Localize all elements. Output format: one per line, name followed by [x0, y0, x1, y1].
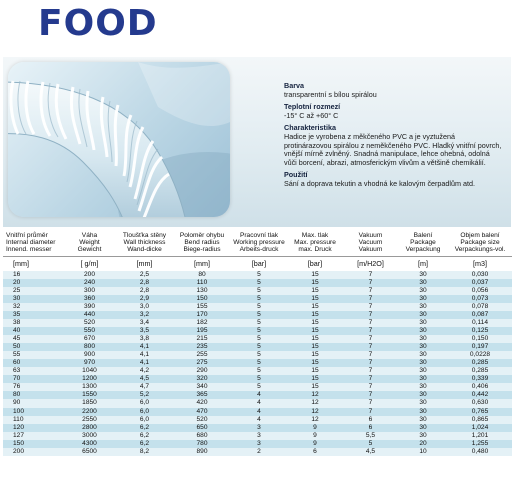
- table-cell: 2800: [63, 424, 116, 432]
- table-cell: 0,630: [448, 399, 512, 407]
- table-cell: 15: [287, 383, 343, 391]
- table-cell: 100: [3, 408, 63, 416]
- unit-cell: [mm]: [116, 256, 173, 271]
- table-cell: 12: [287, 399, 343, 407]
- table-cell: 4,1: [116, 359, 173, 367]
- table-cell: 30: [398, 335, 448, 343]
- table-cell: 6: [343, 416, 398, 424]
- table-cell: 8,2: [116, 448, 173, 456]
- column-header: [343, 229, 398, 256]
- table-cell: 6: [287, 448, 343, 456]
- table-cell: 3000: [63, 432, 116, 440]
- column-header: [3, 229, 63, 256]
- table-cell: 30: [398, 391, 448, 399]
- table-cell: 7: [343, 279, 398, 287]
- table-cell: 7: [343, 383, 398, 391]
- table-cell: 0,765: [448, 408, 512, 416]
- hose-photo: [8, 62, 230, 217]
- table-cell: 12: [287, 416, 343, 424]
- table-cell: 1040: [63, 367, 116, 375]
- table-cell: 0,197: [448, 343, 512, 351]
- table-cell: 4,7: [116, 383, 173, 391]
- table-cell: 0,480: [448, 448, 512, 456]
- table-cell: 0,865: [448, 416, 512, 424]
- unit-cell: [bar]: [231, 256, 287, 271]
- table-cell: 550: [63, 327, 116, 335]
- table-cell: 5: [231, 295, 287, 303]
- table-cell: 15: [287, 287, 343, 295]
- table-row: [3, 448, 512, 456]
- table-cell: 2,5: [116, 271, 173, 279]
- column-header: [116, 229, 173, 256]
- table-cell: 16: [3, 271, 63, 279]
- table-cell: 30: [398, 359, 448, 367]
- table-cell: 4,1: [116, 343, 173, 351]
- table-cell: 4: [231, 408, 287, 416]
- table-cell: 255: [173, 351, 231, 359]
- table-cell: 7: [343, 295, 398, 303]
- table-cell: 45: [3, 335, 63, 343]
- table-cell: 390: [63, 303, 116, 311]
- table-cell: 200: [63, 271, 116, 279]
- table-cell: 7: [343, 391, 398, 399]
- table-cell: 1300: [63, 383, 116, 391]
- table-cell: 5,2: [116, 391, 173, 399]
- table-cell: 235: [173, 343, 231, 351]
- table-cell: 30: [398, 375, 448, 383]
- table-cell: 7: [343, 319, 398, 327]
- column-header: [398, 229, 448, 256]
- table-cell: 90: [3, 399, 63, 407]
- table-cell: 15: [287, 375, 343, 383]
- table-cell: 0,406: [448, 383, 512, 391]
- table-cell: 5: [231, 271, 287, 279]
- table-cell: 1200: [63, 375, 116, 383]
- table-cell: 30: [398, 399, 448, 407]
- table-cell: 4: [231, 416, 287, 424]
- table-cell: 20: [3, 279, 63, 287]
- table-row: [3, 424, 512, 432]
- table-cell: 340: [173, 383, 231, 391]
- table-cell: 127: [3, 432, 63, 440]
- table-cell: 3: [231, 432, 287, 440]
- table-cell: 0,073: [448, 295, 512, 303]
- table-cell: 6,2: [116, 424, 173, 432]
- table-cell: 3,2: [116, 311, 173, 319]
- characteristics-heading: Charakteristika: [284, 123, 336, 133]
- table-cell: 4,2: [116, 367, 173, 375]
- table-cell: 1,255: [448, 440, 512, 448]
- table-cell: 1,024: [448, 424, 512, 432]
- table-cell: 4,1: [116, 351, 173, 359]
- table-cell: 420: [173, 399, 231, 407]
- unit-cell: [mm]: [173, 256, 231, 271]
- units-row: [3, 256, 512, 271]
- table-cell: 7: [343, 375, 398, 383]
- table-cell: 0,125: [448, 327, 512, 335]
- table-row: [3, 432, 512, 440]
- column-header-line: Verpackung: [405, 245, 441, 253]
- table-cell: 5: [231, 319, 287, 327]
- table-cell: 6,2: [116, 440, 173, 448]
- table-cell: 275: [173, 359, 231, 367]
- column-header-line: Gewicht: [77, 245, 102, 253]
- table-cell: 7: [343, 343, 398, 351]
- column-header-line: Objem balení: [460, 232, 500, 239]
- column-header-line: Biege-radius: [183, 245, 221, 253]
- table-cell: 3,5: [116, 327, 173, 335]
- table-cell: 150: [173, 295, 231, 303]
- table-cell: 60: [3, 359, 63, 367]
- table-cell: 2,8: [116, 287, 173, 295]
- table-cell: 7: [343, 367, 398, 375]
- table-cell: 3,4: [116, 319, 173, 327]
- table-row: [3, 303, 512, 311]
- table-cell: 30: [398, 327, 448, 335]
- table-cell: 40: [3, 327, 63, 335]
- column-header-line: Package size: [460, 238, 500, 246]
- usage-text: Sání a doprava tekutin a vhodná ke kalovým čerpadlům atd.: [284, 178, 475, 188]
- table-cell: 120: [3, 424, 63, 432]
- column-header-line: Max. tlak: [301, 232, 329, 239]
- unit-cell: [mm]: [3, 256, 63, 271]
- table-cell: 290: [173, 367, 231, 375]
- table-cell: 5: [231, 367, 287, 375]
- table-cell: 30: [398, 311, 448, 319]
- temperature-heading: Teplotní rozmezí: [284, 102, 341, 112]
- table-row: [3, 391, 512, 399]
- characteristics-text: Hadice je vyrobena z měkčeného PVC a je vyztužená protinárazovou spirálou z neměkčeného PVC. Hladký vnitřní povrch, vnější mírně zvlněný. Snadná manipulace, lehce ohebná, odolná vůči borcení, abrazi, atmosferickým vlivům a většině chemikálií.: [284, 131, 502, 167]
- column-header-line: Vnitřní průměr: [6, 232, 48, 239]
- table-cell: 0,0228: [448, 351, 512, 359]
- table-cell: 0,442: [448, 391, 512, 399]
- table-cell: 890: [173, 448, 231, 456]
- table-cell: 0,285: [448, 359, 512, 367]
- table-row: [3, 408, 512, 416]
- table-cell: 7: [343, 359, 398, 367]
- table-row: [3, 375, 512, 383]
- table-cell: 5: [231, 383, 287, 391]
- table-cell: 32: [3, 303, 63, 311]
- table-cell: 7: [343, 303, 398, 311]
- table-cell: 15: [287, 343, 343, 351]
- unit-cell: [ g/m]: [63, 256, 116, 271]
- table-cell: 1850: [63, 399, 116, 407]
- column-header-line: Wall thickness: [123, 238, 166, 246]
- product-info: [284, 82, 504, 189]
- table-cell: 520: [63, 319, 116, 327]
- table-cell: 0,078: [448, 303, 512, 311]
- table-cell: 440: [63, 311, 116, 319]
- table-cell: 7: [343, 351, 398, 359]
- table-cell: 3,8: [116, 335, 173, 343]
- unit-cell: [m/H2O]: [343, 256, 398, 271]
- table-cell: 6,0: [116, 408, 173, 416]
- table-cell: 15: [287, 303, 343, 311]
- table-cell: 50: [3, 343, 63, 351]
- table-cell: 2,9: [116, 295, 173, 303]
- column-header-line: Váha: [81, 232, 98, 239]
- table-cell: 0,339: [448, 375, 512, 383]
- table-cell: 30: [398, 367, 448, 375]
- table-cell: 150: [3, 440, 63, 448]
- table-cell: 360: [63, 295, 116, 303]
- table-cell: 5: [231, 327, 287, 335]
- table-cell: 240: [63, 279, 116, 287]
- table-cell: 12: [287, 391, 343, 399]
- column-header-line: Package: [410, 238, 436, 246]
- table-row: [3, 416, 512, 424]
- table-cell: 5: [231, 311, 287, 319]
- table-cell: 7: [343, 335, 398, 343]
- table-cell: 3,0: [116, 303, 173, 311]
- table-cell: 30: [398, 271, 448, 279]
- table-cell: 0,285: [448, 367, 512, 375]
- table-cell: 6,0: [116, 399, 173, 407]
- table-cell: 130: [173, 287, 231, 295]
- specs-table: [3, 229, 512, 456]
- table-cell: 76: [3, 383, 63, 391]
- table-cell: 6,2: [116, 432, 173, 440]
- table-row: [3, 367, 512, 375]
- table-cell: 5: [231, 335, 287, 343]
- table-cell: 6,0: [116, 416, 173, 424]
- column-header: [287, 229, 343, 256]
- column-header-line: Max. pressure: [294, 238, 336, 246]
- header-row: [3, 229, 512, 256]
- table-cell: 5: [231, 287, 287, 295]
- table-cell: 5: [231, 303, 287, 311]
- table-row: [3, 287, 512, 295]
- table-row: [3, 295, 512, 303]
- table-cell: 9: [287, 440, 343, 448]
- table-cell: 30: [398, 383, 448, 391]
- table-cell: 0,114: [448, 319, 512, 327]
- table-row: [3, 319, 512, 327]
- table-cell: 6: [343, 424, 398, 432]
- table-cell: 4,5: [343, 448, 398, 456]
- table-cell: 110: [3, 416, 63, 424]
- table-cell: 0,056: [448, 287, 512, 295]
- table-cell: 2: [231, 448, 287, 456]
- table-cell: 30: [3, 295, 63, 303]
- table-cell: 520: [173, 416, 231, 424]
- table-cell: 30: [398, 295, 448, 303]
- table-cell: 15: [287, 279, 343, 287]
- table-cell: 4300: [63, 440, 116, 448]
- column-header-line: Balení: [413, 232, 433, 239]
- table-cell: 6500: [63, 448, 116, 456]
- table-cell: 200: [3, 448, 63, 456]
- page-title: FOOD: [38, 3, 158, 44]
- table-cell: 320: [173, 375, 231, 383]
- table-cell: 195: [173, 327, 231, 335]
- table-cell: 15: [287, 327, 343, 335]
- table-cell: 12: [287, 408, 343, 416]
- table-cell: 55: [3, 351, 63, 359]
- table-cell: 7: [343, 311, 398, 319]
- column-header: [63, 229, 116, 256]
- column-header-line: Working pressure: [233, 238, 285, 246]
- table-body: [3, 256, 512, 456]
- table-cell: 300: [63, 287, 116, 295]
- table-cell: 15: [287, 271, 343, 279]
- table-cell: 0,150: [448, 335, 512, 343]
- table-cell: 9: [287, 424, 343, 432]
- table-cell: 10: [398, 448, 448, 456]
- table-cell: 3: [231, 424, 287, 432]
- table-cell: 30: [398, 303, 448, 311]
- table-cell: 38: [3, 319, 63, 327]
- table-cell: 30: [398, 319, 448, 327]
- table-row: [3, 327, 512, 335]
- table-cell: 7: [343, 408, 398, 416]
- table-cell: 4: [231, 399, 287, 407]
- table-cell: 15: [287, 359, 343, 367]
- column-header-line: Vakuum: [358, 245, 383, 253]
- table-cell: 650: [173, 424, 231, 432]
- column-header-line: Arbeits-druck: [239, 245, 279, 253]
- column-header-line: Innend. messer: [6, 245, 52, 253]
- table-cell: 7: [343, 399, 398, 407]
- column-header-line: max. Druck: [298, 245, 332, 253]
- table-row: [3, 383, 512, 391]
- table-cell: 9: [287, 432, 343, 440]
- table-cell: 215: [173, 335, 231, 343]
- table-cell: 970: [63, 359, 116, 367]
- table-cell: 470: [173, 408, 231, 416]
- table-cell: 5: [231, 359, 287, 367]
- table-cell: 30: [398, 416, 448, 424]
- table-cell: 15: [287, 319, 343, 327]
- table-cell: 20: [398, 440, 448, 448]
- table-cell: 35: [3, 311, 63, 319]
- table-cell: 30: [398, 279, 448, 287]
- table-row: [3, 343, 512, 351]
- table-cell: 15: [287, 367, 343, 375]
- table-cell: 80: [173, 271, 231, 279]
- table-cell: 30: [398, 287, 448, 295]
- table-cell: 900: [63, 351, 116, 359]
- hose-image: [8, 62, 230, 217]
- table-row: [3, 440, 512, 448]
- column-header-line: Weight: [79, 238, 100, 246]
- table-cell: 80: [3, 391, 63, 399]
- table-cell: 0,087: [448, 311, 512, 319]
- table-cell: 15: [287, 311, 343, 319]
- column-header-line: Wand-dicke: [127, 245, 162, 253]
- column-header-line: Vacuum: [358, 238, 383, 246]
- table-cell: 0,030: [448, 271, 512, 279]
- usage-heading: Použití: [284, 170, 308, 180]
- table-row: [3, 399, 512, 407]
- table-cell: 7: [343, 287, 398, 295]
- unit-cell: [m3]: [448, 256, 512, 271]
- column-header-line: Bend radius: [184, 238, 220, 246]
- color-text: transparentní s bílou spirálou: [284, 89, 377, 99]
- table-cell: 170: [173, 311, 231, 319]
- table-row: [3, 351, 512, 359]
- table-cell: 5: [343, 440, 398, 448]
- table-row: [3, 279, 512, 287]
- table-cell: 4: [231, 391, 287, 399]
- table-cell: 15: [287, 351, 343, 359]
- column-header: [173, 229, 231, 256]
- table-row: [3, 359, 512, 367]
- table-row: [3, 335, 512, 343]
- table-cell: 7: [343, 327, 398, 335]
- column-header-line: Pracovní tlak: [239, 232, 279, 239]
- unit-cell: [m]: [398, 256, 448, 271]
- color-heading: Barva: [284, 81, 304, 90]
- table-cell: 0,037: [448, 279, 512, 287]
- table-cell: 4,5: [116, 375, 173, 383]
- table-cell: 182: [173, 319, 231, 327]
- table-cell: 5,5: [343, 432, 398, 440]
- table-cell: 155: [173, 303, 231, 311]
- table-cell: 30: [398, 408, 448, 416]
- table-cell: 5: [231, 375, 287, 383]
- table-cell: 365: [173, 391, 231, 399]
- column-header-line: Verpackungs-vol.: [454, 245, 506, 253]
- table-cell: 2200: [63, 408, 116, 416]
- column-header-line: Vakuum: [358, 232, 383, 239]
- table-cell: 800: [63, 343, 116, 351]
- table-cell: 15: [287, 295, 343, 303]
- column-header-line: Internal diameter: [6, 238, 56, 246]
- column-header-line: Tloušťka stěny: [122, 232, 167, 239]
- table-row: [3, 271, 512, 279]
- table-cell: 15: [287, 335, 343, 343]
- table-cell: 5: [231, 343, 287, 351]
- table-cell: 780: [173, 440, 231, 448]
- unit-cell: [bar]: [287, 256, 343, 271]
- table-cell: 30: [398, 343, 448, 351]
- table-cell: 670: [63, 335, 116, 343]
- table-cell: 1550: [63, 391, 116, 399]
- table-cell: 680: [173, 432, 231, 440]
- column-header-line: Poloměr ohybu: [179, 232, 225, 239]
- table-cell: 25: [3, 287, 63, 295]
- table-cell: 30: [398, 424, 448, 432]
- table-cell: 110: [173, 279, 231, 287]
- column-header: [448, 229, 512, 256]
- table-cell: 7: [343, 271, 398, 279]
- table-cell: 70: [3, 375, 63, 383]
- table-cell: 63: [3, 367, 63, 375]
- table-cell: 30: [398, 351, 448, 359]
- column-header: [231, 229, 287, 256]
- table-cell: 5: [231, 351, 287, 359]
- table-cell: 3: [231, 440, 287, 448]
- table-cell: 5: [231, 279, 287, 287]
- table-cell: 2550: [63, 416, 116, 424]
- table-cell: 2,8: [116, 279, 173, 287]
- table-cell: 30: [398, 432, 448, 440]
- temperature-text: -15° C až +60° C: [284, 110, 339, 120]
- table-cell: 1,201: [448, 432, 512, 440]
- table-row: [3, 311, 512, 319]
